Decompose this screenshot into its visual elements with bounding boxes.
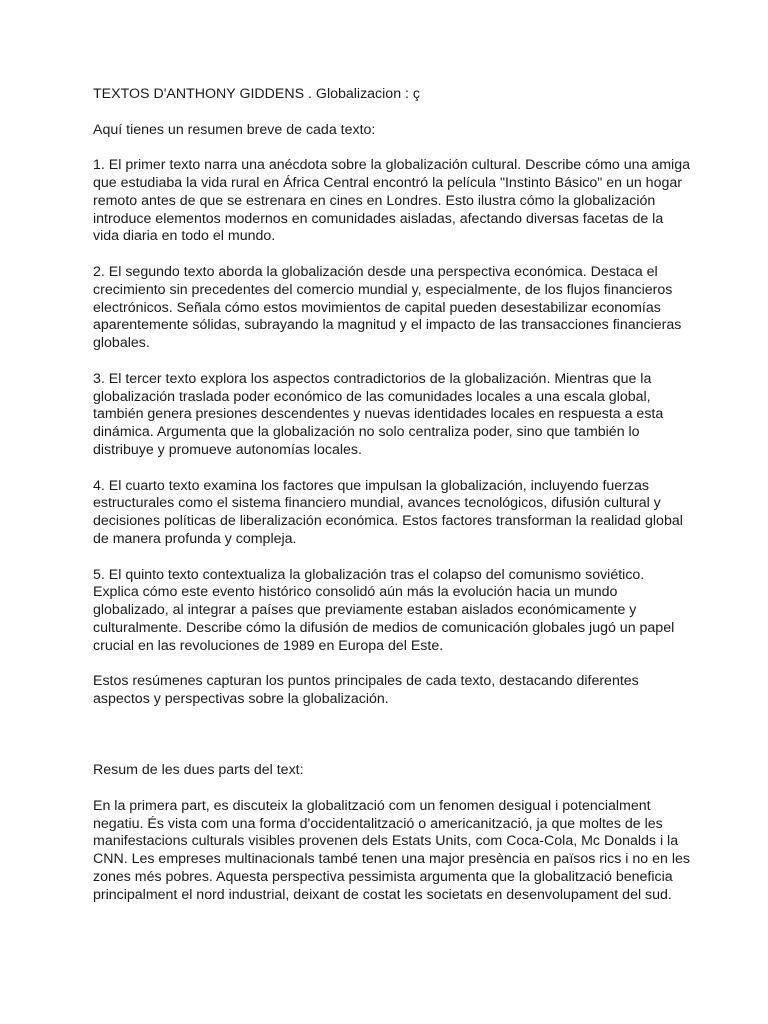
blank-gap xyxy=(93,727,693,763)
paragraph-1: 1. El primer texto narra una anécdota sobre la globalización cultural. Describe cómo una amiga que estudiaba la vida rural en África Central encontró la película "Instinto Básico" en un hogar remoto antes de que se estrenara en cines en Londres. Esto ilustra cómo la globalización introduce elementos modernos en comunidades aisladas, afectando diversas facetas de la vida diaria en todo el mundo. xyxy=(93,157,690,245)
closing-text: Estos resúmenes capturan los puntos principales de cada texto, destacando diferentes aspectos y perspectivas sobre la globalización. xyxy=(93,673,639,708)
paragraph-4: 4. El cuarto texto examina los factores que impulsan la globalización, incluyendo fuerzas estructurales como el sistema financiero mundial, avances tecnológicos, difusión cultural y decisiones políticas de liberalización económica. Estos factores transforman la realidad global de manera profunda y compleja. xyxy=(93,477,683,547)
paragraph-3: 3. El tercer texto explora los aspectos contradictorios de la globalización. Mientras que la globalización traslada poder económico de las comunidades locales a una escala global, también genera presiones descendentes y nuevas identidades locales en respuesta a esta dinámica. Argumenta que la globalización no solo centraliza poder, sino que también lo distribuye y promueve autonomías locales. xyxy=(93,370,664,458)
section-2-heading: Resum de les dues parts del text: xyxy=(93,762,304,779)
intro-text: Aquí tienes un resumen breve de cada texto: xyxy=(93,121,376,138)
paragraph-2: 2. El segundo texto aborda la globalización desde una perspectiva económica. Destaca el crecimiento sin precedentes del comercio mundial y, especialmente, de los flujos financieros electrónicos. Señala cómo estos movimientos de capital pueden desestabilizar economías aparentemente sólidas, subrayando la magnitud y el impacto de las transacciones financieras globales. xyxy=(93,263,682,352)
document-page xyxy=(93,86,693,922)
document-title: TEXTOS D'ANTHONY GIDDENS . Globalizacion : ç xyxy=(93,86,421,102)
paragraph-5: 5. El quinto texto contextualiza la globalización tras el colapso del comunismo soviético. Explica cómo este evento histórico consolidó aún más la evolución hacia un mundo globalizado, al integrar a países que previamente estaban aislados económicamente y culturalmente. Describe cómo la difusión de medios de comunicación globales jugó un papel crucial en las revoluciones de 1989 en Europa del Este. xyxy=(93,566,675,654)
section-2-paragraph: En la primera part, es discuteix la globalització com un fenomen desigual i potencialment negatiu. És vista com una forma d'occidentalització o americanització, ja que moltes de les manifestacions culturals visibles provenen dels Estats Units, com Coca-Cola, Mc Donalds i la CNN. Les empreses multinacionals també tenen una major presència en països rics i no en les zones més pobres. Aquesta perspectiva pessimista argumenta que la globalització beneficia principalment el nord industrial, deixant de costat les societats en desenvolupament del sud. xyxy=(93,797,690,903)
